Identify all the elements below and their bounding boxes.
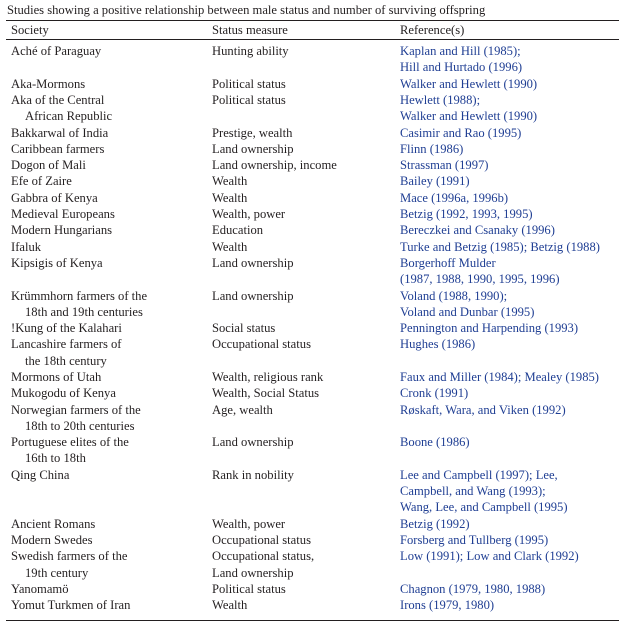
reference-cell-line: Betzig (1992): [400, 516, 470, 531]
reference-cell: [400, 206, 533, 222]
society-cell: [11, 402, 141, 435]
status-measure-cell: [212, 255, 294, 271]
reference-cell-line: Forsberg and Tullberg (1995): [400, 533, 549, 547]
status-measure-cell-line: Land ownership: [212, 435, 294, 450]
society-cell-line: Medieval Europeans: [11, 207, 115, 221]
society-cell-line: Qing China: [11, 467, 70, 482]
reference-cell-line: Walker and Hewlett (1990): [400, 109, 538, 124]
society-cell-line: Yomut Turkmen of Iran: [11, 598, 131, 613]
reference-cell-line: (1987, 1988, 1990, 1995, 1996): [400, 272, 560, 287]
society-cell-line: Caribbean farmers: [11, 141, 105, 156]
society-cell: [11, 320, 122, 336]
society-cell-line: Ifaluk: [11, 239, 42, 254]
reference-cell-line: Faux and Miller (1984); Mealey (1985): [400, 370, 600, 384]
society-cell: [11, 173, 72, 189]
reference-cell: [400, 320, 578, 336]
reference-cell-line: Pennington and Harpending (1993): [400, 321, 579, 336]
society-cell: [11, 597, 130, 613]
status-measure-cell-line: Occupational status,: [212, 549, 315, 564]
reference-cell: [400, 255, 560, 288]
society-cell-line: Swedish farmers of the: [11, 549, 128, 564]
bottom-rule: [6, 620, 619, 621]
reference-cell-line: Cronk (1991): [400, 386, 469, 401]
status-measure-cell-line: Occupational status: [212, 337, 311, 352]
society-cell-line: 18th to 20th centuries: [25, 418, 135, 433]
status-measure-cell-line: Education: [212, 223, 264, 238]
status-measure-cell-line: Land ownership, income: [212, 158, 337, 173]
reference-cell: [400, 125, 521, 141]
status-measure-cell: [212, 76, 286, 92]
status-measure-cell: [212, 222, 263, 238]
society-cell-line: Norwegian farmers of the: [11, 402, 141, 417]
status-measure-cell: [212, 43, 289, 59]
reference-cell: [400, 157, 489, 173]
status-measure-cell-line: Wealth: [212, 190, 248, 205]
reference-cell-line: Walker and Hewlett (1990): [400, 76, 538, 91]
reference-cell-line: Hughes (1986): [400, 337, 476, 352]
reference-cell: [400, 76, 537, 92]
society-cell: [11, 532, 93, 548]
society-cell-line: Ancient Romans: [11, 516, 96, 531]
reference-cell: [400, 385, 468, 401]
society-cell-line: Lancashire farmers of: [11, 337, 122, 352]
society-cell-line: Gabbra of Kenya: [11, 190, 98, 205]
reference-cell-line: Campbell, and Wang (1993);: [400, 484, 546, 499]
status-measure-cell: [212, 434, 294, 450]
header-society: Society: [11, 23, 49, 37]
reference-cell-line: Strassman (1997): [400, 158, 489, 173]
society-cell: [11, 190, 98, 206]
status-measure-cell-line: Land ownership: [212, 255, 294, 270]
reference-cell: [400, 92, 537, 125]
reference-cell-line: Irons (1979, 1980): [400, 598, 495, 613]
reference-cell-line: Lee and Campbell (1997); Lee,: [400, 467, 558, 482]
society-cell-line: Modern Hungarians: [11, 223, 113, 238]
status-measure-cell: [212, 125, 292, 141]
status-measure-cell: [212, 597, 247, 613]
society-cell: [11, 434, 129, 467]
society-cell-line: Bakkarwal of India: [11, 125, 109, 140]
status-measure-cell-line: Hunting ability: [212, 44, 289, 58]
reference-cell: [400, 548, 579, 564]
society-cell: [11, 516, 95, 532]
reference-cell-line: Chagnon (1979, 1980, 1988): [400, 581, 546, 596]
status-measure-cell: [212, 92, 286, 108]
status-measure-cell: [212, 532, 311, 548]
reference-cell-line: Voland and Dunbar (1995): [400, 304, 535, 319]
status-measure-cell-line: Prestige, wealth: [212, 125, 293, 140]
status-measure-cell-line: Wealth, power: [212, 207, 286, 221]
status-measure-cell: [212, 385, 319, 401]
status-measure-cell: [212, 548, 314, 581]
reference-cell: [400, 141, 463, 157]
society-cell: [11, 467, 69, 483]
society-cell-line: Aka-Mormons: [11, 76, 86, 91]
society-cell: [11, 157, 86, 173]
reference-cell: [400, 336, 475, 352]
society-cell-line: Aché of Paraguay: [11, 44, 102, 58]
reference-cell-line: Voland (1988, 1990);: [400, 288, 508, 303]
status-measure-cell: [212, 369, 323, 385]
society-cell-line: Kipsigis of Kenya: [11, 255, 103, 270]
status-measure-cell: [212, 467, 294, 483]
society-cell-line: African Republic: [25, 109, 113, 124]
reference-cell: [400, 532, 548, 548]
society-cell: [11, 385, 116, 401]
reference-cell: [400, 597, 494, 613]
status-measure-cell-line: Political status: [212, 76, 286, 91]
status-measure-cell-line: Wealth, power: [212, 516, 286, 531]
table-caption: Studies showing a positive relationship between male status and number of surviving offspring: [7, 3, 486, 17]
reference-cell-line: Casimir and Rao (1995): [400, 125, 522, 140]
reference-cell-line: Flinn (1986): [400, 141, 464, 156]
status-measure-cell-line: Occupational status: [212, 533, 311, 547]
status-measure-cell: [212, 516, 285, 532]
reference-cell: [400, 173, 470, 189]
society-cell: [11, 206, 115, 222]
header-status-measure: Status measure: [212, 23, 288, 37]
reference-cell: [400, 239, 600, 255]
top-rule: [6, 20, 619, 21]
status-measure-cell: [212, 581, 286, 597]
reference-cell-line: Bereczkei and Csanaky (1996): [400, 223, 555, 238]
status-measure-cell-line: Social status: [212, 321, 276, 336]
status-measure-cell: [212, 141, 294, 157]
reference-cell: [400, 43, 522, 76]
society-cell: [11, 141, 104, 157]
society-cell: [11, 369, 101, 385]
status-measure-cell-line: Land ownership: [212, 288, 294, 303]
society-cell-line: 18th and 19th centuries: [25, 304, 143, 319]
reference-cell: [400, 402, 566, 418]
society-cell: [11, 43, 101, 59]
reference-cell-line: Low (1991); Low and Clark (1992): [400, 549, 579, 564]
society-cell-line: !Kung of the Kalahari: [11, 321, 122, 336]
society-cell: [11, 92, 112, 125]
status-measure-cell-line: Political status: [212, 581, 286, 596]
status-measure-cell-line: Wealth: [212, 174, 248, 189]
reference-cell-line: Røskaft, Wara, and Viken (1992): [400, 402, 566, 417]
society-cell: [11, 239, 41, 255]
status-measure-cell: [212, 288, 294, 304]
status-measure-cell-line: Wealth: [212, 239, 248, 254]
header-references: Reference(s): [400, 23, 465, 37]
society-cell-line: Efe of Zaire: [11, 174, 72, 189]
status-measure-cell-line: Wealth, religious rank: [212, 370, 324, 384]
status-measure-cell: [212, 336, 311, 352]
reference-cell: [400, 222, 555, 238]
status-measure-cell: [212, 402, 273, 418]
reference-cell: [400, 516, 470, 532]
status-measure-cell-line: Wealth, Social Status: [212, 386, 320, 401]
status-measure-cell-line: Age, wealth: [212, 402, 273, 417]
reference-cell: [400, 190, 508, 206]
reference-cell-line: Borgerhoff Mulder: [400, 255, 496, 270]
reference-cell: [400, 467, 568, 516]
status-measure-cell-line: Land ownership: [212, 141, 294, 156]
society-cell: [11, 125, 108, 141]
header-rule: [6, 39, 619, 40]
status-measure-cell: [212, 173, 247, 189]
reference-cell: [400, 434, 470, 450]
reference-cell-line: Boone (1986): [400, 435, 470, 450]
reference-cell-line: Hill and Hurtado (1996): [400, 60, 523, 75]
society-cell: [11, 581, 69, 597]
society-cell: [11, 336, 121, 369]
society-cell: [11, 255, 103, 271]
society-cell-line: the 18th century: [25, 353, 107, 368]
status-measure-cell-line: Rank in nobility: [212, 467, 294, 482]
society-cell-line: Yanomamö: [11, 581, 69, 596]
society-cell-line: Aka of the Central: [11, 92, 105, 107]
society-cell-line: Krümmhorn farmers of the: [11, 288, 148, 303]
status-measure-cell: [212, 239, 247, 255]
reference-cell-line: Bailey (1991): [400, 174, 470, 189]
status-measure-cell: [212, 320, 275, 336]
society-cell-line: Dogon of Mali: [11, 158, 86, 173]
society-cell: [11, 222, 112, 238]
society-cell: [11, 76, 85, 92]
reference-cell: [400, 288, 534, 321]
society-cell-line: 19th century: [25, 565, 89, 580]
society-cell: [11, 548, 127, 581]
reference-cell: [400, 369, 599, 385]
society-cell: [11, 288, 147, 321]
reference-cell-line: Kaplan and Hill (1985);: [400, 44, 521, 58]
reference-cell-line: Hewlett (1988);: [400, 92, 481, 107]
society-cell-line: 16th to 18th: [25, 451, 86, 466]
status-measure-cell-line: Political status: [212, 92, 286, 107]
status-measure-cell-line: Land ownership: [212, 565, 294, 580]
status-measure-cell: [212, 206, 285, 222]
society-cell-line: Portuguese elites of the: [11, 435, 129, 450]
society-cell-line: Mukogodu of Kenya: [11, 386, 116, 401]
reference-cell-line: Wang, Lee, and Campbell (1995): [400, 500, 568, 515]
status-measure-cell: [212, 157, 337, 173]
reference-cell-line: Mace (1996a, 1996b): [400, 190, 509, 205]
reference-cell: [400, 581, 545, 597]
status-measure-cell-line: Wealth: [212, 598, 248, 613]
reference-cell-line: Betzig (1992, 1993, 1995): [400, 207, 533, 221]
society-cell-line: Mormons of Utah: [11, 370, 102, 384]
status-measure-cell: [212, 190, 247, 206]
reference-cell-line: Turke and Betzig (1985); Betzig (1988): [400, 239, 600, 254]
society-cell-line: Modern Swedes: [11, 533, 93, 547]
